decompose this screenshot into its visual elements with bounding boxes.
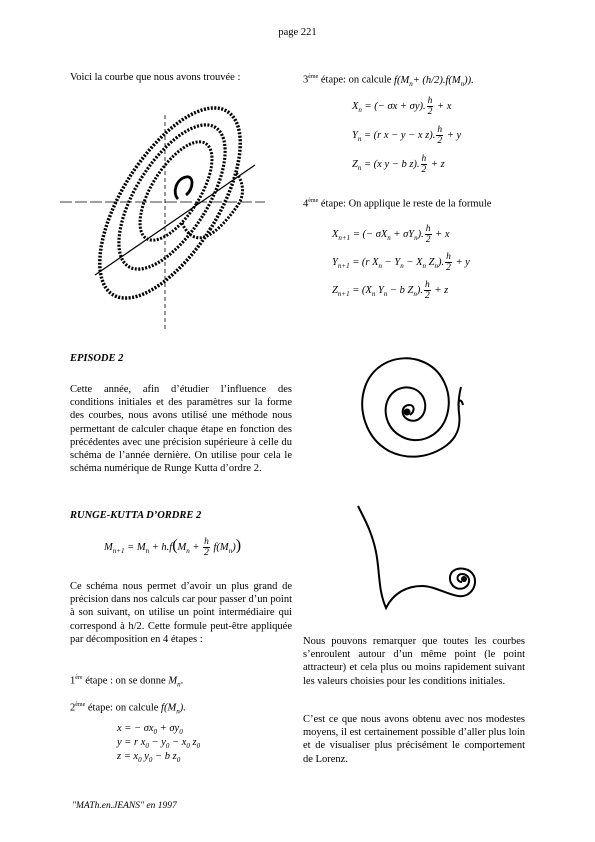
spiral-figure-3 <box>350 500 490 620</box>
figure1-orbit-outer <box>72 95 268 320</box>
step3-eq-y: $Y_n = (r$ x − y − x z). $\frac{h}{2}$ + y <box>352 125 462 146</box>
step4-eq-z: $Z_{n+1} = (X_n$ $Y_n - b$ $Z_n$). $\frac{h}{2}$ + z <box>332 280 449 301</box>
rk-formula: $M_{n+1} = M_n + h.f(M_n$ + $\frac{h}{2}$ $f(M_n)$) <box>104 537 242 559</box>
step2: 2ème étape: on calcule $f(M_n)$. <box>70 702 186 716</box>
page-number: page 221 <box>278 27 317 38</box>
step4: 4ème étape: On applique le reste de la formule <box>303 198 492 210</box>
conclusion-2: C’est ce que nous avons obtenu avec nos modestes moyens, il est certainement possible d’aller plus loin et de visualiser plus précisément le comportement de Lorenz. <box>303 714 525 765</box>
step1: 1ère étape : on se donne $M_n$. <box>70 675 184 689</box>
conclusion-1: Nous pouvons remarquer que toutes les courbes s’enroulent autour d’un même point (le point attracteur) et cela plus ou moins rapidement suivant les valeurs choisies pour les conditions initiales. <box>303 636 525 687</box>
figure1-orbit-core <box>175 177 192 199</box>
figure3-path <box>358 506 475 608</box>
step3: 3ème étape: on calcule $f(M_n+ (h/2).f(M_n))$. <box>303 74 474 88</box>
intro-text: Voici la courbe que nous avons trouvée : <box>70 72 241 83</box>
step4-eq-x: $X_{n+1}$ = (− $\sigma X_n + \sigma Y_n$). $\frac{h}{2}$ + x <box>332 224 450 245</box>
rk-text: Ce schéma nous permet d’avoir un plus grand de précision dans nos calculs car pour passer d’un point à son suivant, on utilise un point intermédiaire qui correspond à h/2. Cette formule peut-être appliquée par décomposition en 4 étapes : <box>70 581 292 645</box>
step2-eq-y: y = r $x_0 - y_0 - x_0$ $z_0$ <box>117 737 201 751</box>
step3-eq-x: $X_n$ = (− σx + σy). $\frac{h}{2}$ + x <box>352 96 452 117</box>
figure1-diagonal <box>95 165 255 275</box>
spiral-figure-2 <box>355 335 485 480</box>
figure3-attractor <box>461 576 467 582</box>
figure2-spiral-path <box>362 358 461 456</box>
step3-eq-z: $Z_n = (x$ y − b z). $\frac{h}{2}$ + z <box>352 154 445 175</box>
rk-title: RUNGE-KUTTA D’ORDRE 2 <box>70 510 202 521</box>
spiral-figure-1 <box>60 95 270 335</box>
step2-eq-z: $z = x_0$ $y_0 - b$ $z_0$ <box>117 751 181 765</box>
figure2-attractor <box>404 409 411 416</box>
figure2-spiral-end <box>458 401 463 407</box>
footer-credit: "MATh.en.JEANS" en 1997 <box>72 801 177 811</box>
step4-eq-y: $Y_{n+1} = (r$ $X_n - Y_n - X_n$ $Z_n$). $\frac{h}{2}$ + y <box>332 252 470 273</box>
episode-text: Cette année, afin d’étudier l’influence des conditions initiales et des paramètres sur la forme des courbes, nous avons utilisé une méthode nous permettant de calculer chaque étape en fonction des précédentes avec une précision supérieure à celle du schéma de l’année dernière. On utilise pour cela le schéma numérique de Runge Kutta d’ordre 2. <box>70 384 292 475</box>
episode-title: EPISODE 2 <box>70 353 124 364</box>
step2-eq-x: x = − $\sigma x_0 + \sigma y_0$ <box>117 723 183 737</box>
